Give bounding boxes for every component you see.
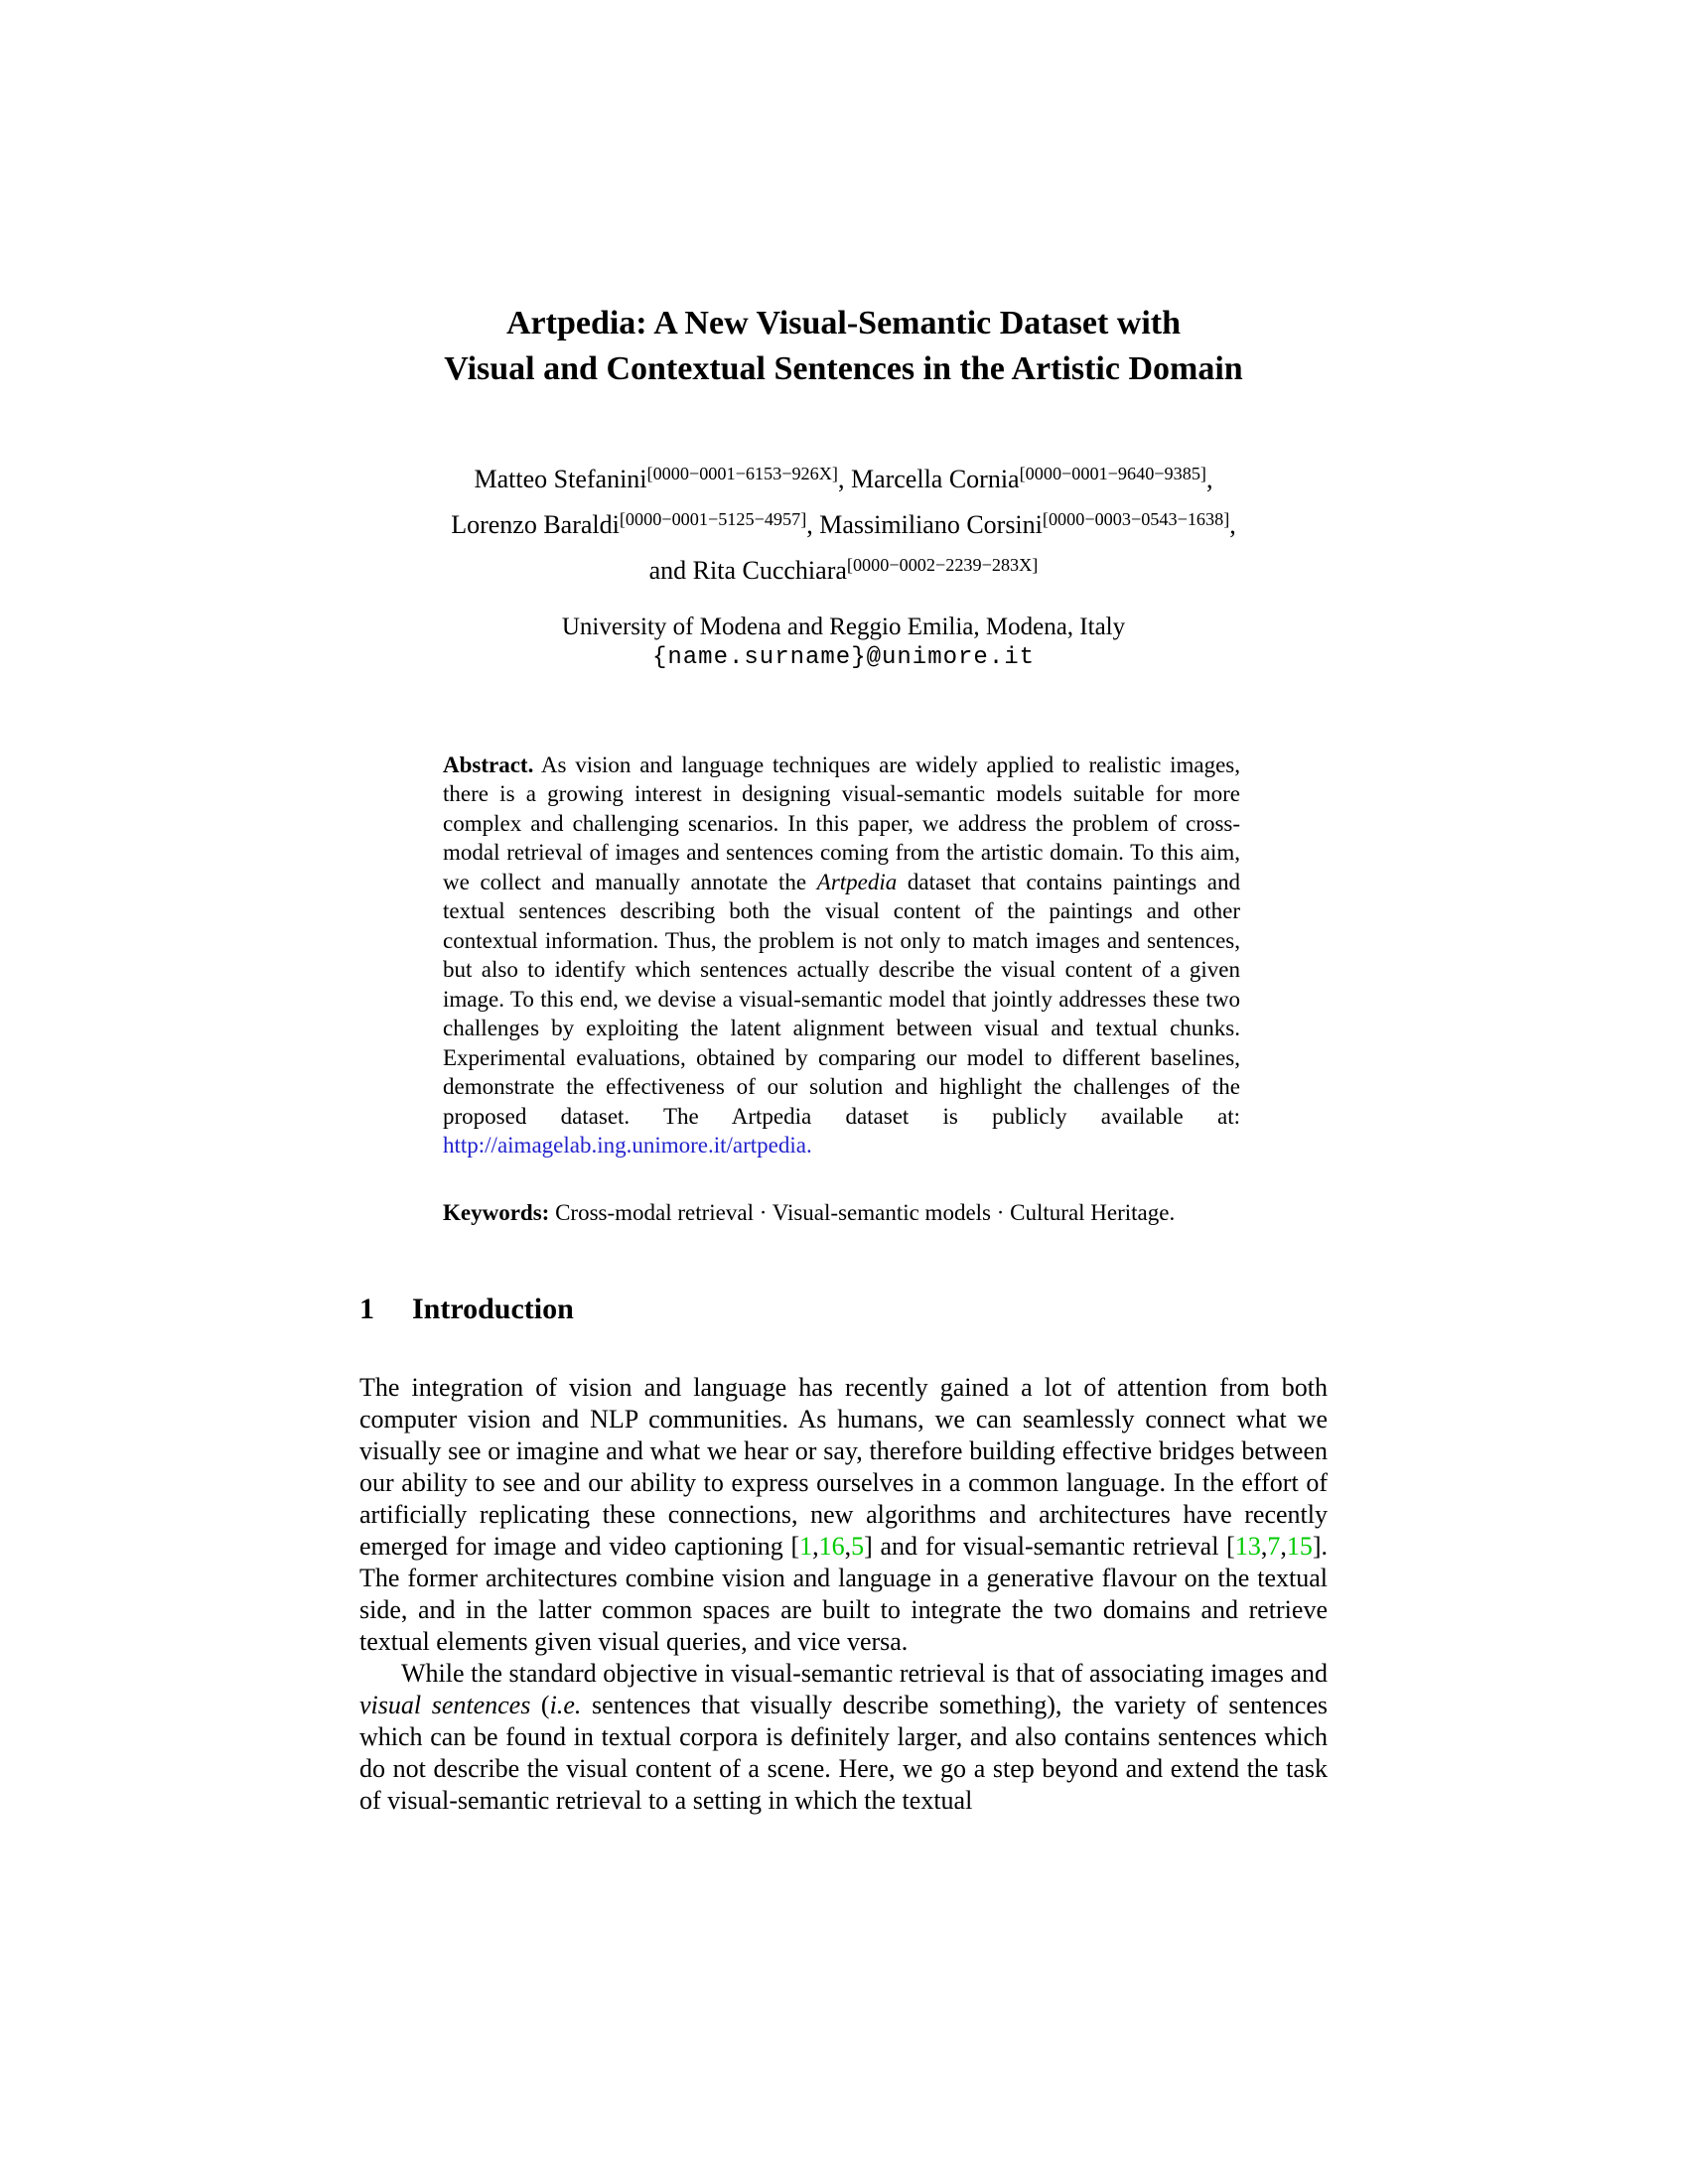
- intro-paragraph-1: [359, 1372, 1328, 1658]
- section-heading-introduction: [359, 1293, 1328, 1326]
- text-segment: dataset that contains paintings and textual sentences describing both the visual content of the paintings and other contextual information. Thus, the problem is not only to match images and sentences, but also to identify which sentences actually describe the visual content of a given image. To this end, we devise a visual-semantic model that jointly addresses these two challenges by exploiting the latent alignment between visual and textual chunks. Experimental evaluations, obtained by comparing our model to different baselines, demonstrate the effectiveness of our solution and highlight the challenges of the proposed dataset. The Artpedia dataset is publicly available at:: [443, 869, 1240, 1129]
- citation-link[interactable]: 5: [851, 1532, 865, 1562]
- affiliation-institution: University of Modena and Reggio Emilia, Modena, Italy: [561, 613, 1126, 640]
- text-segment: ]. The former architectures combine vision and language in a generative flavour on the textual side, and in the latter common spaces are built to integrate the two domains and retrieve textual elements given visual queries, and vice versa.: [359, 1532, 1328, 1657]
- text-segment: (: [530, 1691, 550, 1720]
- text-segment: ,: [812, 1532, 819, 1562]
- paper-title-line1: Artpedia: A New Visual-Semantic Dataset with: [505, 305, 1182, 341]
- keywords-line: [443, 1198, 1240, 1228]
- text-segment: [0000−0001−9640−9385]: [1019, 464, 1206, 483]
- text-segment: Keywords:: [443, 1199, 550, 1225]
- text-segment: Matteo Stefanini: [474, 465, 647, 494]
- text-segment: While the standard objective in visual-semantic retrieval is that of associating images and: [401, 1659, 1328, 1689]
- text-segment: [0000−0002−2239−283X]: [846, 555, 1039, 576]
- intro-paragraph-2: [359, 1658, 1328, 1817]
- text-segment: Abstract.: [443, 751, 534, 777]
- text-segment: [0000−0001−6153−926X]: [646, 464, 838, 483]
- text-segment: i.e.: [549, 1691, 582, 1720]
- text-segment: sentences that visually describe something), the variety of sentences which can be found in textual corpora is definitely larger, and also contains sentences which do not describe the visual content of a scene. Here, we go a step beyond and extend the task of visual-semantic retrieval to a setting in which the textual: [359, 1691, 1328, 1816]
- author-line: [359, 499, 1328, 545]
- section-number: 1: [359, 1293, 374, 1326]
- text-segment: ] and for visual-semantic retrieval [: [864, 1532, 1235, 1562]
- text-segment: Lorenzo Baraldi: [451, 510, 620, 540]
- text-segment: visual sentences: [359, 1691, 531, 1720]
- citation-link[interactable]: 15: [1286, 1532, 1313, 1562]
- text-segment: Cross-modal retrieval · Visual-semantic models · Cultural Heritage.: [549, 1199, 1176, 1225]
- section-title: Introduction: [412, 1293, 574, 1326]
- text-segment: and Rita Cucchiara: [648, 556, 847, 586]
- citation-link[interactable]: 7: [1267, 1532, 1281, 1562]
- text-segment: [0000−0001−5125−4957]: [619, 509, 807, 530]
- text-segment: [0000−0003−0543−1638]: [1042, 509, 1230, 530]
- citation-link[interactable]: 13: [1234, 1532, 1261, 1562]
- text-segment: ,: [1229, 510, 1236, 540]
- text-segment: Artpedia: [816, 869, 898, 894]
- text-segment: ,: [844, 1532, 852, 1562]
- text-segment: The integration of vision and language has recently gained a lot of attention from both computer vision and NLP communities. As humans, we can seamlessly connect what we visually see or imagine and what we hear or say, therefore building effective bridges between our ability to see and our ability to express ourselves in a common language. In the effort of artificially replicating these connections, new algorithms and architectures have recently emerged for image and video captioning [: [359, 1373, 1328, 1562]
- author-list: [359, 454, 1328, 592]
- text-segment: , Massimiliano Corsini: [806, 510, 1043, 540]
- author-line: [359, 545, 1328, 591]
- paper-column: [359, 0, 1328, 1817]
- affiliation-email: {name.surname}@unimore.it: [651, 643, 1036, 671]
- url-link[interactable]: http://aimagelab.ing.unimore.it/artpedia.: [443, 1133, 812, 1159]
- author-line: [359, 454, 1328, 499]
- paper-title: [359, 301, 1328, 392]
- citation-link[interactable]: 16: [818, 1532, 845, 1562]
- text-segment: ,: [1280, 1532, 1287, 1562]
- text-segment: ,: [1260, 1532, 1268, 1562]
- text-segment: , Marcella Cornia: [837, 465, 1020, 494]
- citation-link[interactable]: 1: [799, 1532, 813, 1562]
- text-segment: ,: [1206, 465, 1213, 494]
- paper-title-line2: Visual and Contextual Sentences in the Artistic Domain: [444, 350, 1243, 387]
- abstract-paragraph: [443, 751, 1240, 1160]
- text-segment: As vision and language techniques are widely applied to realistic images, there is a growing interest in designing visual-semantic models suitable for more complex and challenging scenarios. In this paper, we address the problem of cross-modal retrieval of images and sentences coming from the artistic domain. To this aim, we collect and manually annotate the: [443, 751, 1240, 894]
- affiliation-block: [359, 612, 1328, 673]
